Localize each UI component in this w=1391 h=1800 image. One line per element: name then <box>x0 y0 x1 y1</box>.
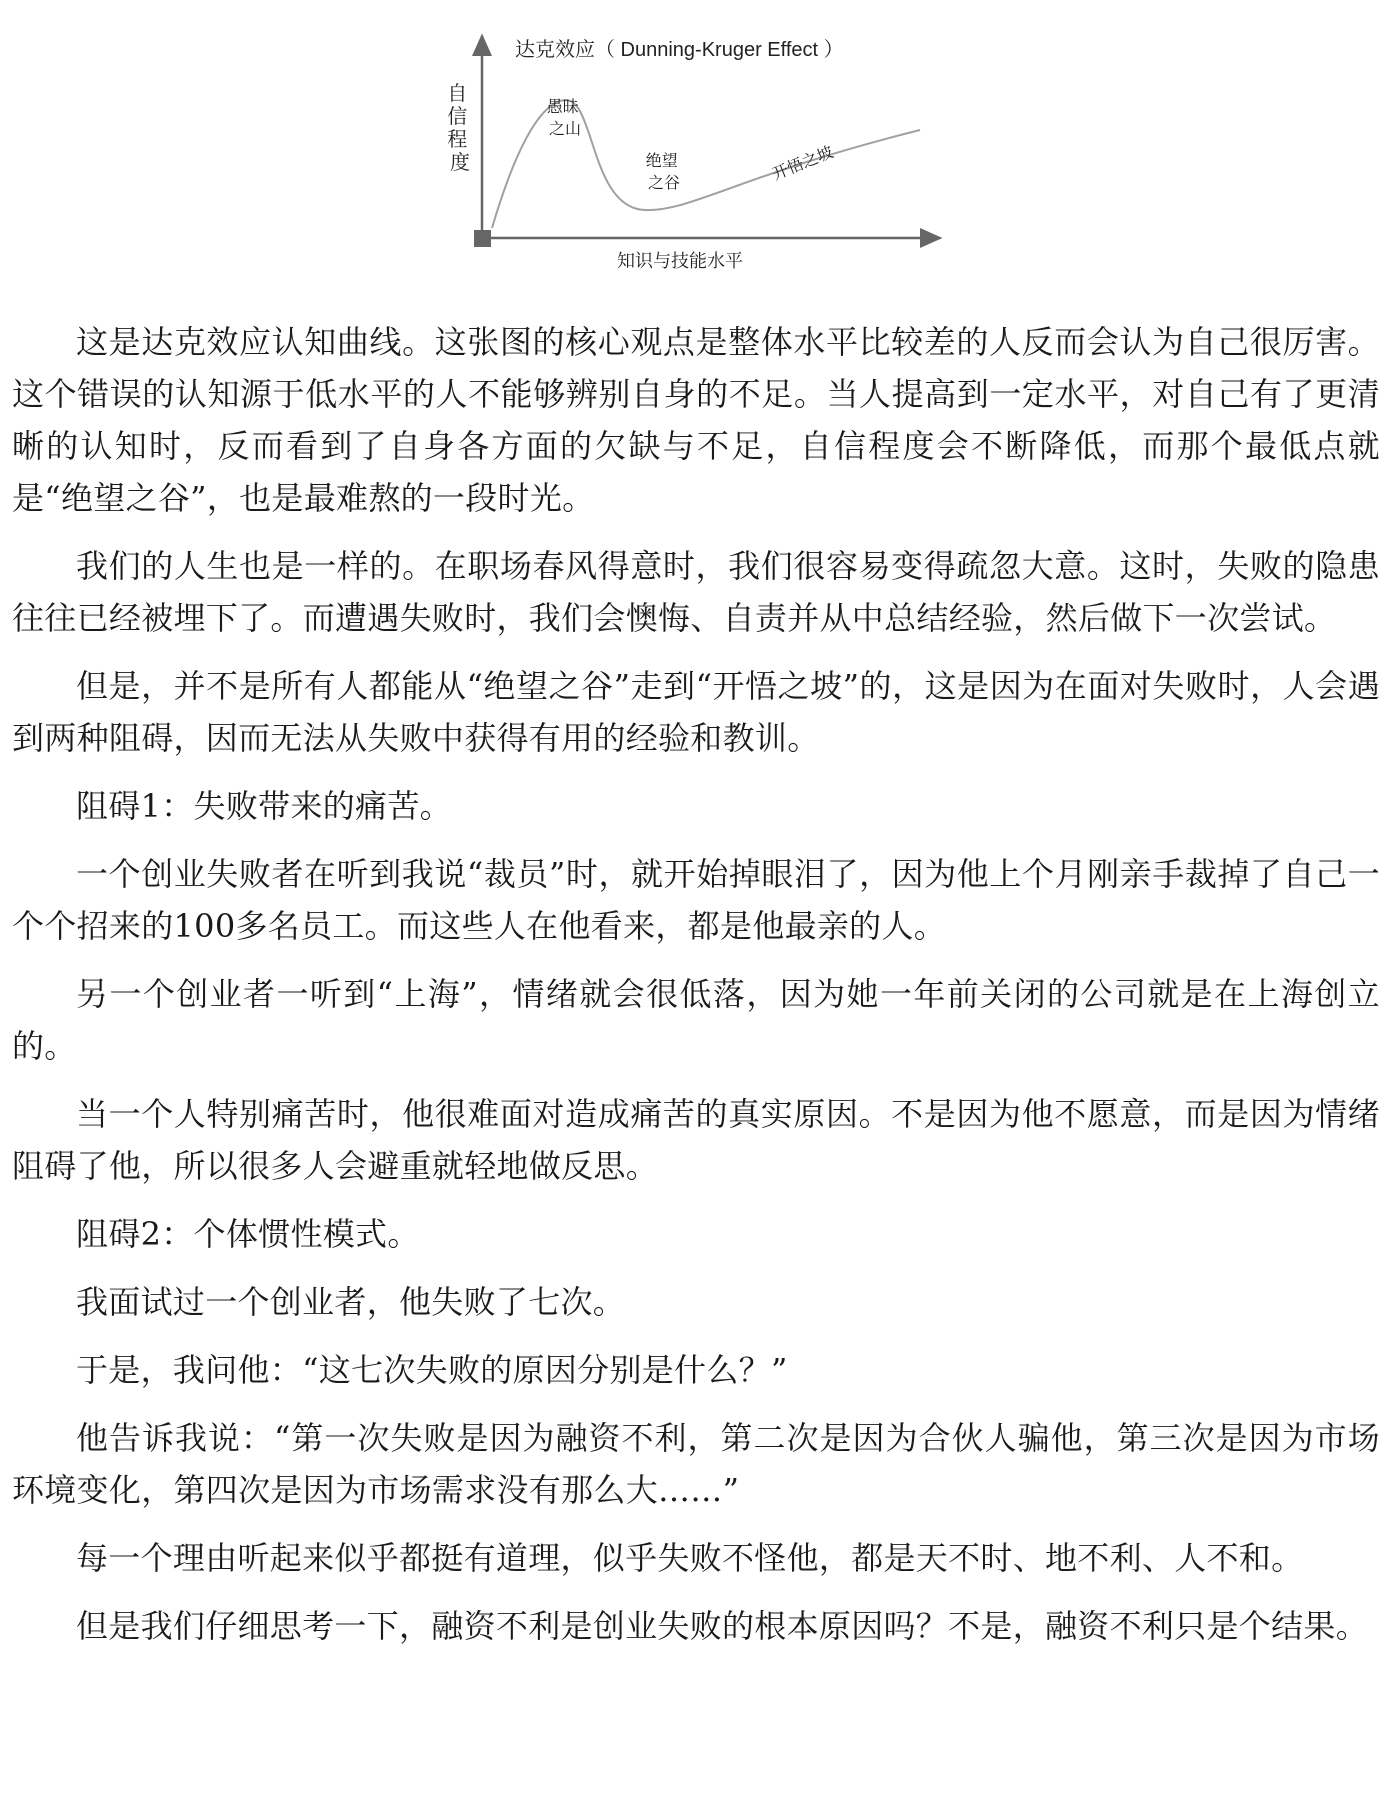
valley-label: 绝望 之谷 <box>645 153 681 192</box>
paragraph: 他告诉我说：“第一次失败是因为融资不利，第二次是因为合伙人骗他，第三次是因为市场环境变化，第四次是因为市场需求没有那么大……” <box>12 1419 1380 1509</box>
x-axis-label: 知识与技能水平 <box>617 251 743 271</box>
slope-label: 开悟之坡 <box>770 143 836 184</box>
paragraph: 这是达克效应认知曲线。这张图的核心观点是整体水平比较差的人反而会认为自己很厉害。这个错误的认知源于低水平的人不能够辨别自身的不足。当人提高到一定水平，对自己有了更清晰的认知时，反而看到了自身各方面的欠缺与不足，自信程度会不断降低，而那个最低点就是“绝望之谷”，也是最难熬的一段时光。 <box>12 323 1380 517</box>
paragraph: 我们的人生也是一样的。在职场春风得意时，我们很容易变得疏忽大意。这时，失败的隐患往往已经被埋下了。而遭遇失败时，我们会懊悔、自责并从中总结经验，然后做下一次尝试。 <box>12 547 1380 637</box>
confidence-curve <box>492 100 920 228</box>
peak-label: 愚昧 之山 <box>546 99 582 138</box>
paragraph: 但是，并不是所有人都能从“绝望之谷”走到“开悟之坡”的，这是因为在面对失败时，人会遇到两种阻碍，因而无法从失败中获得有用的经验和教训。 <box>12 667 1380 757</box>
dunning-kruger-figure <box>440 30 960 280</box>
origin-marker <box>474 230 491 247</box>
paragraph: 阻碍1：失败带来的痛苦。 <box>76 787 452 825</box>
paragraph: 一个创业失败者在听到我说“裁员”时，就开始掉眼泪了，因为他上个月刚亲手裁掉了自己一个个招来的100多名员工。而这些人在他看来，都是他最亲的人。 <box>12 855 1380 945</box>
paragraph: 但是我们仔细思考一下，融资不利是创业失败的根本原因吗？不是，融资不利只是个结果。 <box>76 1607 1369 1645</box>
y-axis-label: 自 信 程 度 <box>447 83 470 174</box>
article-body <box>12 316 1380 1668</box>
paragraph: 当一个人特别痛苦时，他很难面对造成痛苦的真实原因。不是因为他不愿意，而是因为情绪阻碍了他，所以很多人会避重就轻地做反思。 <box>12 1095 1380 1185</box>
paragraph: 阻碍2：个体惯性模式。 <box>76 1215 420 1253</box>
paragraph: 于是，我问他：“这七次失败的原因分别是什么？” <box>76 1351 788 1389</box>
figure-title: 达克效应（ Dunning-Kruger Effect ） <box>515 39 844 61</box>
paragraph: 另一个创业者一听到“上海”，情绪就会很低落，因为她一年前关闭的公司就是在上海创立的。 <box>12 975 1380 1065</box>
paragraph: 我面试过一个创业者，他失败了七次。 <box>76 1283 626 1321</box>
paragraph: 每一个理由听起来似乎都挺有道理，似乎失败不怪他，都是天不时、地不利、人不和。 <box>76 1539 1304 1577</box>
